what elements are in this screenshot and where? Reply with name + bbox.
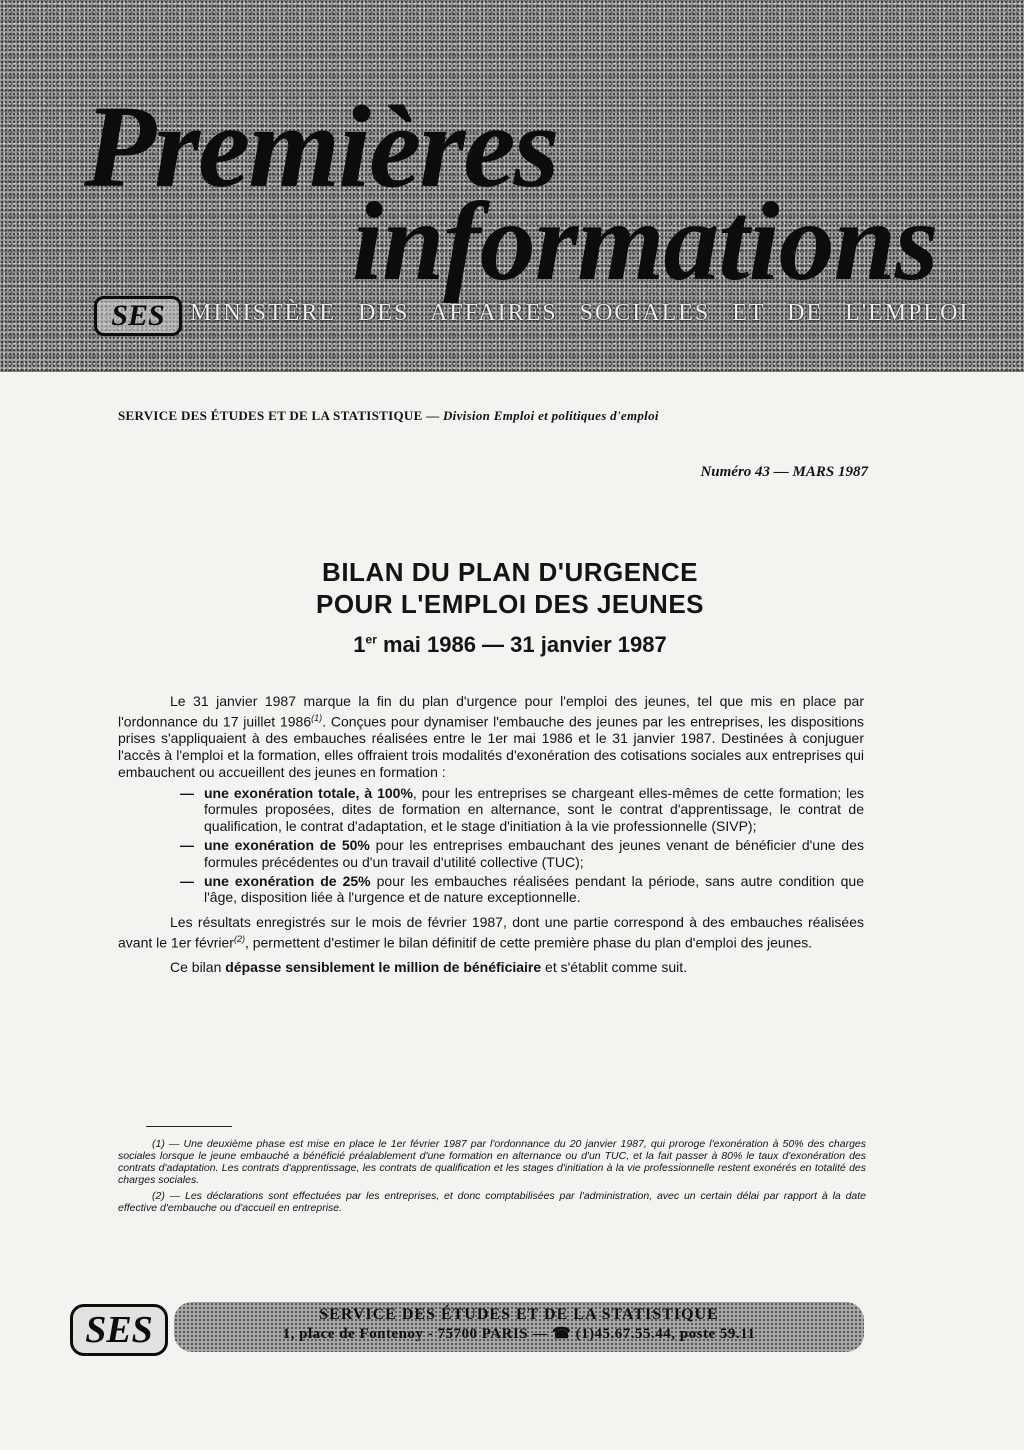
service-name: SERVICE DES ÉTUDES ET DE LA STATISTIQUE	[118, 408, 423, 423]
footnote-ref-1: (1)	[311, 712, 323, 723]
bullet-text: pour les entreprises embauchant des jeunes venant de bénéficier d'une des formules précédentes ou d'un travail d'utilité collective (TUC);	[204, 837, 864, 870]
masthead	[0, 0, 1024, 372]
footer-address-box	[174, 1302, 864, 1352]
masthead-title-informations: informations	[352, 180, 938, 304]
title-line-1: BILAN DU PLAN D'URGENCE	[322, 557, 698, 587]
paragraph-summary	[118, 959, 864, 976]
dates-superscript: er	[365, 632, 377, 647]
body-text	[118, 693, 864, 976]
dates-range: mai 1986 — 31 janvier 1987	[376, 632, 667, 657]
paragraph-summary-text-b: et s'établit comme suit.	[541, 959, 688, 976]
bullet-dash: —	[180, 872, 194, 889]
service-line	[118, 408, 878, 424]
exoneration-list	[118, 785, 864, 907]
paragraph-intro	[118, 693, 864, 781]
title-dates	[180, 632, 840, 658]
issue-number: Numéro 43 — MARS 1987	[700, 464, 868, 480]
bullet-bold: une exonération de 50%	[204, 837, 370, 854]
bullet-text: , pour les entreprises se chargeant elles-mêmes de cette formation; les formules proposées, dites de formation en alternance, sont le contrat d'apprentissage, le contrat de qualification, le contrat d'adaptation, et le stage d'initiation à la vie professionnelle (SIVP);	[204, 784, 864, 835]
footnote-1: (1) — Une deuxième phase est mise en place le 1er février 1987 par l'ordonnance du 20 janvier 1987, qui proroge l'exonération à 50% des charges sociales lorsque le jeune embauché a bénéficié préalablement d'une formation en alternance ou d'un TUC, et la fait passer à 80% le taux d'exonération des contrats d'adaptation. Les contrats d'apprentissage, les contrats de qualification et les stages d'initiation à la vie professionnelle restent exonérés en totalité des charges sociales.	[118, 1138, 866, 1186]
footer	[66, 1298, 866, 1360]
bullet-bold: une exonération totale, à 100%	[204, 784, 413, 801]
title-line-2: POUR L'EMPLOI DES JEUNES	[315, 589, 705, 619]
document-title	[180, 556, 840, 620]
paragraph-summary-bold: dépasse sensiblement le million de bénéficiaire	[225, 959, 542, 976]
footer-address: 1, place de Fontenoy - 75700 PARIS — ☎ (1)45.67.55.44, poste 59.11	[282, 1326, 756, 1342]
footnote-2: (2) — Les déclarations sont effectuées par les entreprises, et donc comptabilisées par l'administration, avec un certain délai par rapport à la date effective d'embauche ou d'accueil en entreprise.	[118, 1190, 866, 1214]
footnote-ref-2: (2)	[233, 934, 245, 945]
service-separator: —	[422, 408, 443, 423]
paragraph-results-text-b: , permettent d'estimer le bilan définitif de cette première phase du plan d'emploi des jeunes.	[244, 934, 813, 951]
paragraph-results-text-a: Les résultats enregistrés sur le mois de février 1987, dont une partie correspond à des embauches réalisées avant le 1er février	[118, 914, 864, 951]
dates-day: 1	[353, 632, 366, 657]
list-item	[118, 837, 864, 871]
list-item	[118, 785, 864, 835]
paragraph-intro-text-b: . Conçues pour dynamiser l'embauche des jeunes par les entreprises, les dispositions prises s'appliquaient à des embauches réalisées entre le 1er mai 1986 et le 31 janvier 1987. Destinées à conjuguer l'accès à l'emploi et la formation, elles offraient trois modalités d'exonération des cotisations sociales aux entreprises qui embauchent ou accueillent des jeunes en formation :	[118, 713, 864, 780]
footnote-divider	[146, 1126, 232, 1127]
ses-logo: SES	[94, 296, 182, 336]
paragraph-intro-text-a: Le 31 janvier 1987 marque la fin du plan d'urgence pour l'emploi des jeunes, tel que mis en place par l'ordonnance du 17 juillet 1986	[118, 693, 864, 730]
bullet-dash: —	[180, 784, 194, 801]
list-item	[118, 873, 864, 907]
ministry-name: MINISTÈRE DES AFFAIRES SOCIALES ET DE L'EMPLOI	[190, 300, 970, 326]
footer-ses-logo: SES	[70, 1304, 168, 1356]
bullet-bold: une exonération de 25%	[204, 872, 371, 889]
paragraph-summary-text-a: Ce bilan	[170, 959, 226, 976]
masthead-title-premieres: Premières	[84, 81, 558, 212]
paragraph-results	[118, 914, 864, 951]
division-name: Division Emploi et politiques d'emploi	[442, 408, 659, 423]
bullet-dash: —	[180, 837, 194, 854]
bullet-text: pour les embauches réalisées pendant la période, sans autre condition que l'âge, disposition liée à l'urgence et de nature exceptionnelle.	[204, 872, 864, 906]
footer-service-name: SERVICE DES ÉTUDES ET DE LA STATISTIQUE	[319, 1306, 719, 1323]
footnotes	[118, 1138, 866, 1218]
